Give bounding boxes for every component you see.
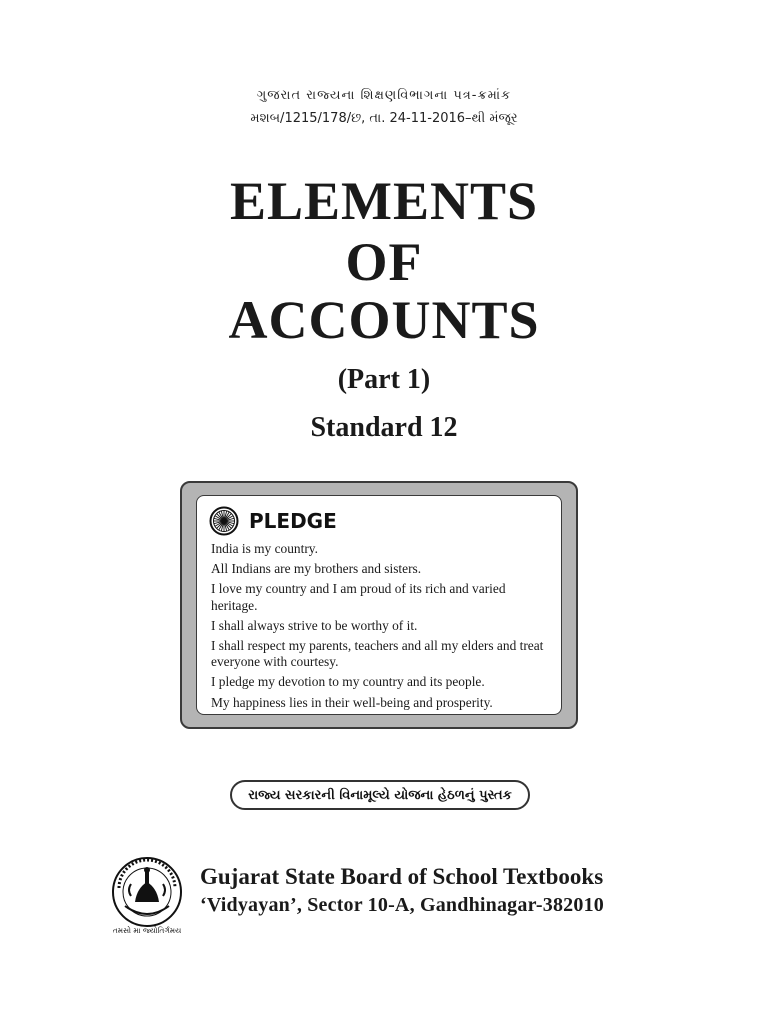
part-label: (Part 1) [337,364,431,395]
pledge-line: I shall always strive to be worthy of it. [211,617,418,633]
free-book-label: રાજ્ય સરકારની વિનામૂલ્યે યોજના હેઠળનું પુસ્તક [230,780,530,810]
pledge-line: I pledge my devotion to my country and its people. [211,674,485,690]
pledge-line: I love my country and I am proud of its rich and varied heritage. [211,581,506,613]
pledge-header [209,506,337,536]
seal-motto: તમસો મા જ્યોતિર્ગમય [112,926,182,935]
publisher-address: ‘Vidyayan’, Sector 10-A, Gandhinagar-382010 [200,894,604,916]
book-title-line-3: ACCOUNTS [228,290,540,350]
book-title-line-2: OF [345,232,423,292]
ashoka-chakra-icon [209,506,239,536]
pledge-line: India is my country. [211,541,318,556]
approval-line-2: મશબ/1215/178/છ, તા. 24-11-2016–થી મંજૂર [250,111,518,126]
pledge-line: My happiness lies in their well-being and prosperity. [211,694,493,710]
pledge-box [180,481,578,729]
pledge-panel [196,495,562,715]
pledge-heading: PLEDGE [249,509,337,533]
pledge-text [211,541,553,715]
standard-label: Standard 12 [310,412,458,443]
publisher-name: Gujarat State Board of School Textbooks [200,864,604,889]
book-title-line-1: ELEMENTS [229,171,539,231]
pledge-line: I shall respect my parents, teachers and all my elders and treat everyone with courtesy. [211,637,544,670]
pledge-line: All Indians are my brothers and sisters. [211,561,422,577]
board-seal-logo [105,852,189,936]
approval-line-1: ગુજરાત રાજ્યના શિક્ષણવિભાગના પત્ર-ક્રમાંક [256,88,512,103]
